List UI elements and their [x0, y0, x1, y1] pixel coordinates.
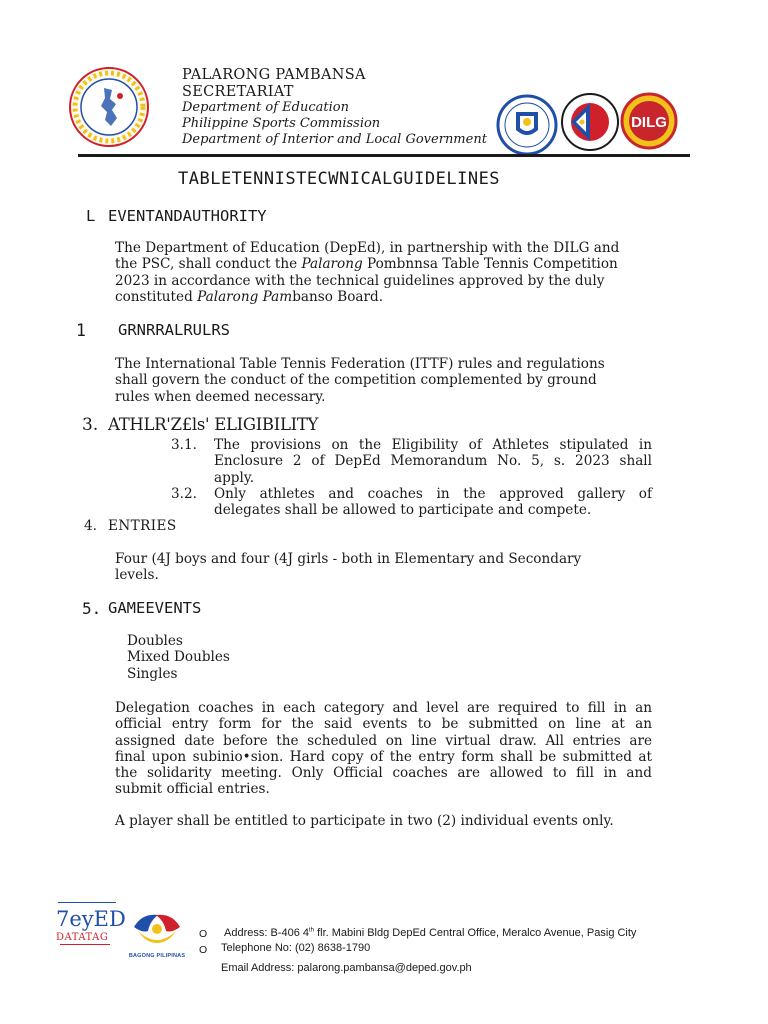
dept-psc: Philippine Sports Commission [182, 116, 381, 131]
bagong-pilipinas-logo [128, 909, 186, 959]
paragraph-line: The provisions on the Eligibility of Athletes stipulated in [214, 437, 652, 453]
paragraph-line: the PSC, shall conduct the Palarong Pombnnsa Table Tennis Competition [115, 256, 618, 273]
section-5-note: A player shall be entitled to participate in two (2) individual events only. [115, 813, 614, 829]
document-title: TABLETENNISTECWNICALGUIDELINES [178, 169, 501, 189]
section-4-title: ENTRIES [108, 518, 177, 534]
organization-name: PALARONG PAMBANSA [182, 67, 366, 83]
section-1-title: EVENTANDAUTHORITY [108, 207, 267, 225]
item-3-2-number: 3.2. [171, 486, 197, 502]
section-4-paragraph [115, 551, 655, 584]
footer-email: Email Address: palarong.pambansa@deped.gov.ph [221, 962, 472, 974]
header-organization [182, 67, 366, 101]
deped-seal [496, 94, 558, 156]
paragraph-line: Delegation coaches in each category and level are required to fill in an [115, 700, 652, 716]
item-3-1-text [214, 437, 652, 486]
section-5-number: 5. [82, 599, 102, 618]
footer-telephone: Telephone No: (02) 8638-1790 [221, 942, 371, 954]
item-3-1-number: 3.1. [171, 437, 197, 453]
paragraph-line: official entry form for the said events to be submitted on line at an [115, 716, 652, 733]
paragraph-line: rules when deemed necessary. [115, 388, 326, 405]
list-item: Singles [127, 665, 178, 682]
paragraph-line: The Department of Education (DepEd), in partnership with the DILG and [115, 240, 620, 256]
footer-bullet-address: O [199, 928, 208, 940]
paragraph-line: submit official entries. [115, 781, 270, 798]
header-divider [78, 154, 690, 157]
matatag-logo [56, 902, 126, 945]
section-5-paragraph [115, 700, 652, 798]
paragraph-line: Only athletes and coaches in the approved gallery of [214, 486, 652, 502]
paragraph-line: shall govern the conduct of the competition complemented by ground [115, 372, 597, 389]
paragraph-line: constituted Palarong Pambanso Board. [115, 288, 384, 305]
bagong-pilipinas-label: BAGONG PILIPINAS [128, 953, 186, 959]
list-item: Mixed Doubles [127, 649, 230, 666]
dilg-seal-text: DILG [631, 114, 667, 131]
section-2-paragraph [115, 356, 655, 405]
matatag-logo-sub: DATATAG [56, 932, 109, 943]
paragraph-line: Four (4J boys and four (4J girls - both in Elementary and Secondary [115, 551, 582, 567]
organization-unit: SECRETARIAT [182, 84, 294, 100]
section-3-title: ATHLR'Z£ls' ELIGIBILITY [108, 415, 319, 434]
dept-dilg: Department of Interior and Local Government [182, 132, 487, 147]
paragraph-line: the solidarity meeting. Only Official coaches are allowed to fill in and [115, 765, 652, 782]
paragraph-line: The International Table Tennis Federation (ITTF) rules and regulations [115, 356, 605, 372]
section-3-number: 3. [82, 415, 99, 435]
dilg-seal [620, 92, 678, 150]
paragraph-line: delegates shall be allowed to participate and compete. [214, 502, 592, 519]
game-events-list [127, 633, 230, 682]
section-1-number: L [86, 207, 96, 225]
paragraph-line: final upon subinio•sion. Hard copy of the entry form shall be submitted at [115, 748, 652, 765]
list-item: Doubles [127, 633, 183, 649]
dept-education: Department of Education [182, 100, 349, 115]
section-2-number: 1 [76, 321, 86, 340]
paragraph-line: Enclosure 2 of DepEd Memorandum No. 5, s. 2023 shall [214, 453, 652, 470]
footer-bullet-telephone: O [199, 944, 208, 956]
section-1-paragraph [115, 240, 655, 305]
header-departments [182, 100, 487, 148]
item-3-2-text [214, 486, 652, 519]
section-5-title: GAMEEVENTS [108, 599, 202, 617]
paragraph-line: 2023 in accordance with the technical guidelines approved by the duly [115, 272, 605, 289]
paragraph-line: apply. [214, 469, 255, 486]
matatag-logo-main: 7eyED [56, 907, 126, 931]
footer-address: Address: B-406 4th flr. Mabini Bldg DepEd Central Office, Meralco Avenue, Pasig City [224, 927, 637, 939]
philippine-sports-commission-seal [560, 92, 620, 152]
paragraph-line: assigned date before the scheduled on line virtual draw. All entries are [115, 732, 652, 749]
section-4-number: 4. [84, 518, 97, 534]
paragraph-line: levels. [115, 567, 159, 584]
palarong-pambansa-seal [68, 66, 150, 148]
section-2-title: GRNRRALRULRS [118, 321, 230, 339]
